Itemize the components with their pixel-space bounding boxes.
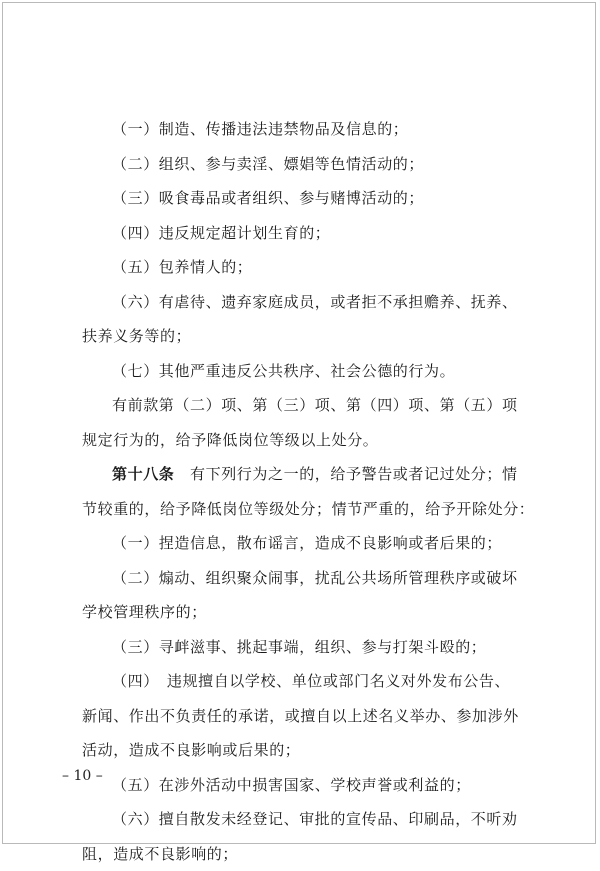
page-number: – 10 – — [62, 768, 103, 784]
text-line: （一）捏造信息，散布谣言，造成不良影响或者后果的； — [82, 526, 524, 561]
text-line: 阻，造成不良影响的； — [82, 837, 524, 871]
text-line: 规定行为的，给予降低岗位等级以上处分。 — [82, 423, 524, 458]
article-number: 第十八条 — [112, 465, 174, 483]
text-line: （五）包养情人的； — [82, 250, 524, 285]
text-line: （五）在涉外活动中损害国家、学校声誉或利益的； — [82, 768, 524, 803]
text-line: （六）有虐待、遗弃家庭成员，或者拒不承担赡养、抚养、 — [82, 285, 524, 320]
text-line: 节较重的，给予降低岗位等级处分；情节严重的，给予开除处分： — [82, 492, 524, 527]
document-body — [82, 112, 524, 871]
text-line: 有前款第（二）项、第（三）项、第（四）项、第（五）项 — [82, 388, 524, 423]
text-line: （三）寻衅滋事、挑起事端，组织、参与打架斗殴的； — [82, 630, 524, 665]
text-line: （四）违反规定超计划生育的； — [82, 216, 524, 251]
text-line: 学校管理秩序的； — [82, 595, 524, 630]
text-line: （一）制造、传播违法违禁物品及信息的； — [82, 112, 524, 147]
article-heading-line — [82, 457, 524, 492]
text-line: 活动，造成不良影响或后果的； — [82, 733, 524, 768]
text-line: （二）组织、参与卖淫、嫖娼等色情活动的； — [82, 147, 524, 182]
text-line: 扶养义务等的； — [82, 319, 524, 354]
text-line: （三）吸食毒品或者组织、参与赌博活动的； — [82, 181, 524, 216]
text-line: （四） 违规擅自以学校、单位或部门名义对外发布公告、 — [82, 664, 524, 699]
article-text: 有下列行为之一的，给予警告或者记过处分；情 — [174, 465, 517, 483]
text-line: （六）擅自散发未经登记、审批的宣传品、印刷品，不听劝 — [82, 802, 524, 837]
text-line: （七）其他严重违反公共秩序、社会公德的行为。 — [82, 354, 524, 389]
text-line: 新闻、作出不负责任的承诺，或擅自以上述名义举办、参加涉外 — [82, 699, 524, 734]
text-line: （二）煽动、组织聚众闹事，扰乱公共场所管理秩序或破坏 — [82, 561, 524, 596]
